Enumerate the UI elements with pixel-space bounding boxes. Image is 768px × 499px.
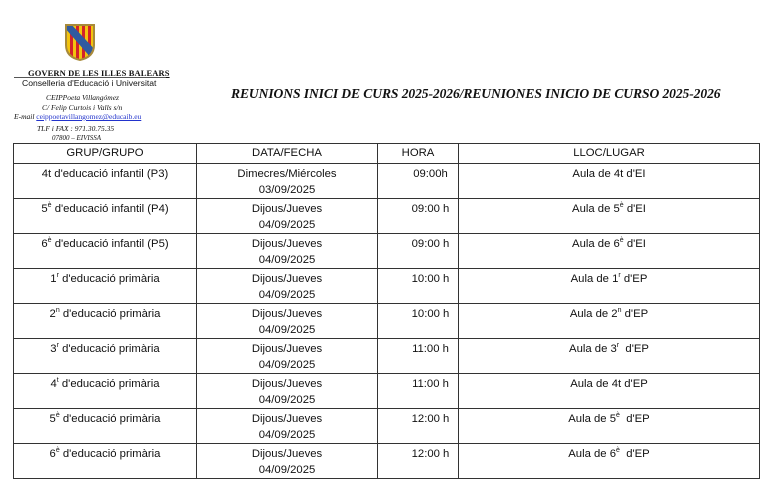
place-cell [459,164,760,199]
table-row [14,304,760,339]
cell-place-pre: Aula de 5 [572,203,620,215]
postal-code: 07800 – EIVISSA [52,134,101,142]
cell-group: d'educació primària [59,308,161,320]
cell-time: 10:00 h [411,273,450,285]
table-header-row [14,144,760,164]
table-row [14,234,760,269]
cell-date: 04/09/2025 [258,289,316,301]
cell-day: Dijous/Jueves [251,273,323,285]
cell-date: 04/09/2025 [258,429,316,441]
cell-num: 6 [41,238,48,250]
cell-num: 6 [49,448,56,460]
time-cell [378,304,459,339]
time-cell [378,269,459,304]
time-cell [378,164,459,199]
cell-place-sup: n [617,307,622,314]
cell-group: d'educació infantil (P5) [51,238,169,250]
date-cell [197,339,378,374]
cell-group: d'educació infantil (P3) [51,168,169,180]
table-row [14,374,760,409]
cell-time: 12:00 h [411,413,450,425]
cell-num: 4t [41,168,52,180]
place-cell [459,444,760,479]
cell-num: 5 [41,203,48,215]
table-row [14,409,760,444]
cell-time: 09:00 h [411,238,450,250]
cell-place-pre: Aula de 1 [570,273,619,285]
cell-place-sup: è [619,202,624,209]
cell-sup: è [55,412,60,419]
cell-sup: t [56,377,59,384]
cell-num: 4 [50,378,57,390]
header-place: LLOC/LUGAR [459,144,760,164]
cell-date: 04/09/2025 [258,324,316,336]
cell-date: 04/09/2025 [258,219,316,231]
date-cell [197,409,378,444]
cell-sup: n [55,307,60,314]
cell-group: d'educació primària [58,378,160,390]
schedule-table [13,143,760,479]
cell-place-post: d'EP [620,273,648,285]
cell-group: d'educació primària [58,343,160,355]
cell-place-sup: è [616,412,620,419]
cell-place-pre: Aula de 6 [572,238,620,250]
group-cell [14,199,197,234]
department-name: Conselleria d'Educació i Universitat [22,78,157,88]
cell-time: 10:00 h [411,308,450,320]
group-cell [14,164,197,199]
cell-sup: è [47,237,52,244]
date-cell [197,304,378,339]
email-label: E-mail [14,112,37,121]
time-cell [378,339,459,374]
cell-group: d'educació infantil (P4) [51,203,169,215]
cell-day: Dijous/Jueves [251,203,323,215]
cell-day: Dijous/Jueves [251,378,323,390]
cell-place-pre: Aula de 4t [572,168,624,180]
cell-sup: è [55,447,60,454]
cell-num: 1 [50,273,57,285]
cell-place-post: d'EP [621,308,649,320]
cell-place-post: d'EP [619,343,649,355]
date-cell [197,374,378,409]
group-cell [14,339,197,374]
email-link[interactable]: ceippoetavillangomez@educaib.eu [36,112,142,121]
place-cell [459,374,760,409]
group-cell [14,269,197,304]
government-name: GOVERN DE LES ILLES BALEARS [28,68,170,78]
date-cell [197,269,378,304]
table-row [14,339,760,374]
cell-place-post: d'EI [623,168,646,180]
table-row [14,444,760,479]
cell-time: 11:00 h [412,378,449,390]
time-cell [378,199,459,234]
cell-place-sup: è [619,237,624,244]
group-cell [14,304,197,339]
cell-place-sup: r [616,342,620,349]
cell-group: d'educació primària [58,273,160,285]
letterhead [0,0,230,145]
cell-day: Dijous/Jueves [251,308,323,320]
place-cell [459,199,760,234]
group-cell [14,374,197,409]
group-cell [14,409,197,444]
table-row [14,164,760,199]
cell-num: 2 [49,308,56,320]
date-cell [197,234,378,269]
cell-date: 03/09/2025 [258,184,316,196]
cell-day: Dijous/Jueves [251,448,323,460]
header-group: GRUP/GRUPO [14,144,197,164]
coat-of-arms-icon [64,23,96,61]
time-cell [378,374,459,409]
date-cell [197,199,378,234]
place-cell [459,304,760,339]
cell-time: 11:00 h [412,343,449,355]
table-row [14,269,760,304]
cell-day: Dijous/Jueves [251,238,323,250]
cell-date: 04/09/2025 [258,254,316,266]
cell-place-pre: Aula de 3 [569,343,617,355]
page-title: REUNIONS INICI DE CURS 2025-2026/REUNIONES INICIO DE CURSO 2025-2026 [231,86,721,101]
header-time: HORA [378,144,459,164]
cell-date: 04/09/2025 [258,394,316,406]
cell-place-post: d'EP [619,413,650,425]
cell-num: 3 [50,343,57,355]
cell-date: 04/09/2025 [258,464,316,476]
school-name: CEIPPoeta Villangómez [46,93,119,102]
cell-place-pre: Aula de 4t [570,378,622,390]
cell-num: 5 [49,413,56,425]
email-line [14,112,141,121]
cell-place-pre: Aula de 2 [569,308,618,320]
phone-fax: TLF i FAX : 971.30.75.35 [37,124,115,133]
cell-time: 09:00 h [411,203,450,215]
cell-day: Dimecres/Miércoles [237,168,337,180]
cell-place-sup: è [616,447,620,454]
time-cell [378,444,459,479]
cell-sup: r [56,272,59,279]
time-cell [378,234,459,269]
cell-place-post: d'EP [621,378,648,390]
cell-place-post: d'EI [623,238,646,250]
cell-sup: è [47,202,52,209]
header-date: DATA/FECHA [197,144,378,164]
cell-place-pre: Aula de 6 [568,448,617,460]
place-cell [459,234,760,269]
cell-place-post: d'EI [623,203,646,215]
time-cell [378,409,459,444]
place-cell [459,269,760,304]
cell-place-sup: r [618,272,621,279]
cell-day: Dijous/Jueves [251,343,323,355]
cell-place-post: d'EP [619,448,650,460]
cell-group: d'educació primària [59,413,161,425]
cell-time: 12:00 h [411,448,450,460]
date-cell [197,444,378,479]
place-cell [459,339,760,374]
place-cell [459,409,760,444]
cell-day: Dijous/Jueves [251,413,323,425]
cell-date: 04/09/2025 [258,359,316,371]
date-cell [197,164,378,199]
cell-time: 09:00h [413,168,448,180]
group-cell [14,444,197,479]
school-address: C/ Felip Curtois i Valls s/n [42,103,123,112]
cell-sup: r [56,342,59,349]
cell-place-pre: Aula de 5 [568,413,617,425]
group-cell [14,234,197,269]
table-row [14,199,760,234]
cell-group: d'educació primària [59,448,161,460]
